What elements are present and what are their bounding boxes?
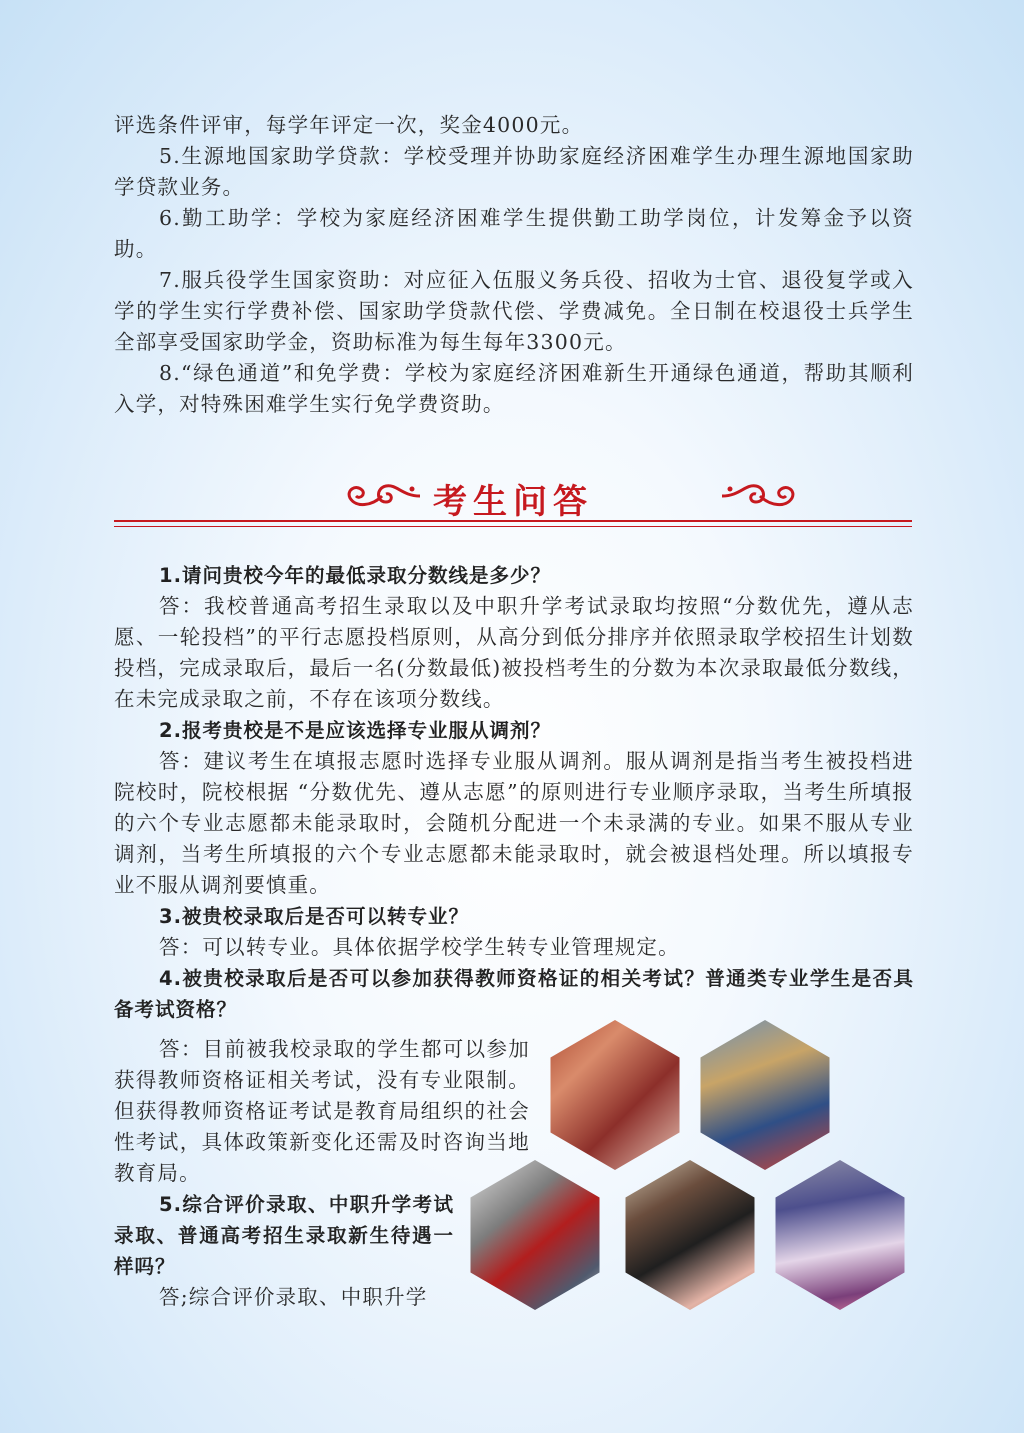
photo-auditorium-performance	[765, 1160, 915, 1310]
divider-line-thin	[114, 526, 912, 527]
ornament-swirl-right-icon	[720, 476, 800, 516]
answer-5: 答;综合评价录取、中职升学	[159, 1285, 428, 1309]
question-3: 3.被贵校录取后是否可以转专业？	[159, 905, 469, 928]
answer-4: 答：目前被我校录取的学生都可以参加获得教师资格证相关考试，没有专业限制。但获得教师资格证考试是教育局组织的社会性考试，具体政策新变化还需及时咨询当地教育局。	[114, 1037, 530, 1185]
aid-item-8: 8.“绿色通道”和免学费：学校为家庭经济困难新生开通绿色通道，帮助其顺利入学，对特殊困难学生实行免学费资助。	[114, 361, 914, 416]
question-4: 4.被贵校录取后是否可以参加获得教师资格证的相关考试？普通类专业学生是否具备考试资格？	[114, 967, 914, 1021]
aid-item-5: 5.生源地国家助学贷款：学校受理并协助家庭经济困难学生办理生源地国家助学贷款业务。	[114, 144, 914, 199]
question-5: 5.综合评价录取、中职升学考试录取、普通高考招生录取新生待遇一样吗？	[114, 1193, 454, 1278]
aid-item-6: 6.勤工助学：学校为家庭经济困难学生提供勤工助学岗位，计发筹金予以资助。	[114, 206, 914, 261]
financial-aid-list	[114, 110, 914, 420]
photo-teacher-students	[540, 1020, 690, 1170]
question-1: 1.请问贵校今年的最低录取分数线是多少？	[159, 564, 551, 587]
aid-item-7: 7.服兵役学生国家资助：对应征入伍服义务兵役、招收为士官、退役复学或入学的学生实行学费补偿、国家助学贷款代偿、学费减免。全日制在校退役士兵学生全部享受国家助学金，资助标准为每生每年3300元。	[114, 268, 914, 354]
section-header	[114, 468, 912, 538]
answer-2: 答：建议考生在填报志愿时选择专业服从调剂。服从调剂是指当考生被投档进院校时，院校根据 “分数优先、遵从志愿”的原则进行专业顺序录取，当考生所填报的六个专业志愿都未能录取时，会随机分配进一个未录满的专业。如果不服从专业调剂，当考生所填报的六个专业志愿都未能录取时，就会被退档处理。所以填报专业不服从调剂要慎重。	[114, 749, 914, 897]
question-2: 2.报考贵校是不是应该选择专业服从调剂？	[159, 719, 551, 742]
photo-hosts-stage	[615, 1160, 765, 1310]
photo-lab-robot	[460, 1160, 610, 1310]
divider-line	[114, 520, 912, 522]
section-title: 考生问答	[433, 482, 593, 522]
qa-list	[114, 560, 914, 1025]
photo-collage	[455, 1020, 925, 1330]
photo-selfie-children	[690, 1020, 840, 1170]
answer-3: 答：可以转专业。具体依据学校学生转专业管理规定。	[159, 935, 680, 959]
aid-paragraph-continued: 评选条件评审，每学年评定一次，奖金4000元。	[114, 113, 584, 137]
answer-1: 答：我校普通高考招生录取以及中职升学考试录取均按照“分数优先，遵从志愿、一轮投档”的平行志愿投档原则，从高分到低分排序并依照录取学校招生计划数投档，完成录取后，最后一名(分数最低)被投档考生的分数为本次录取最低分数线，在未完成录取之前，不存在该项分数线。	[114, 594, 914, 711]
